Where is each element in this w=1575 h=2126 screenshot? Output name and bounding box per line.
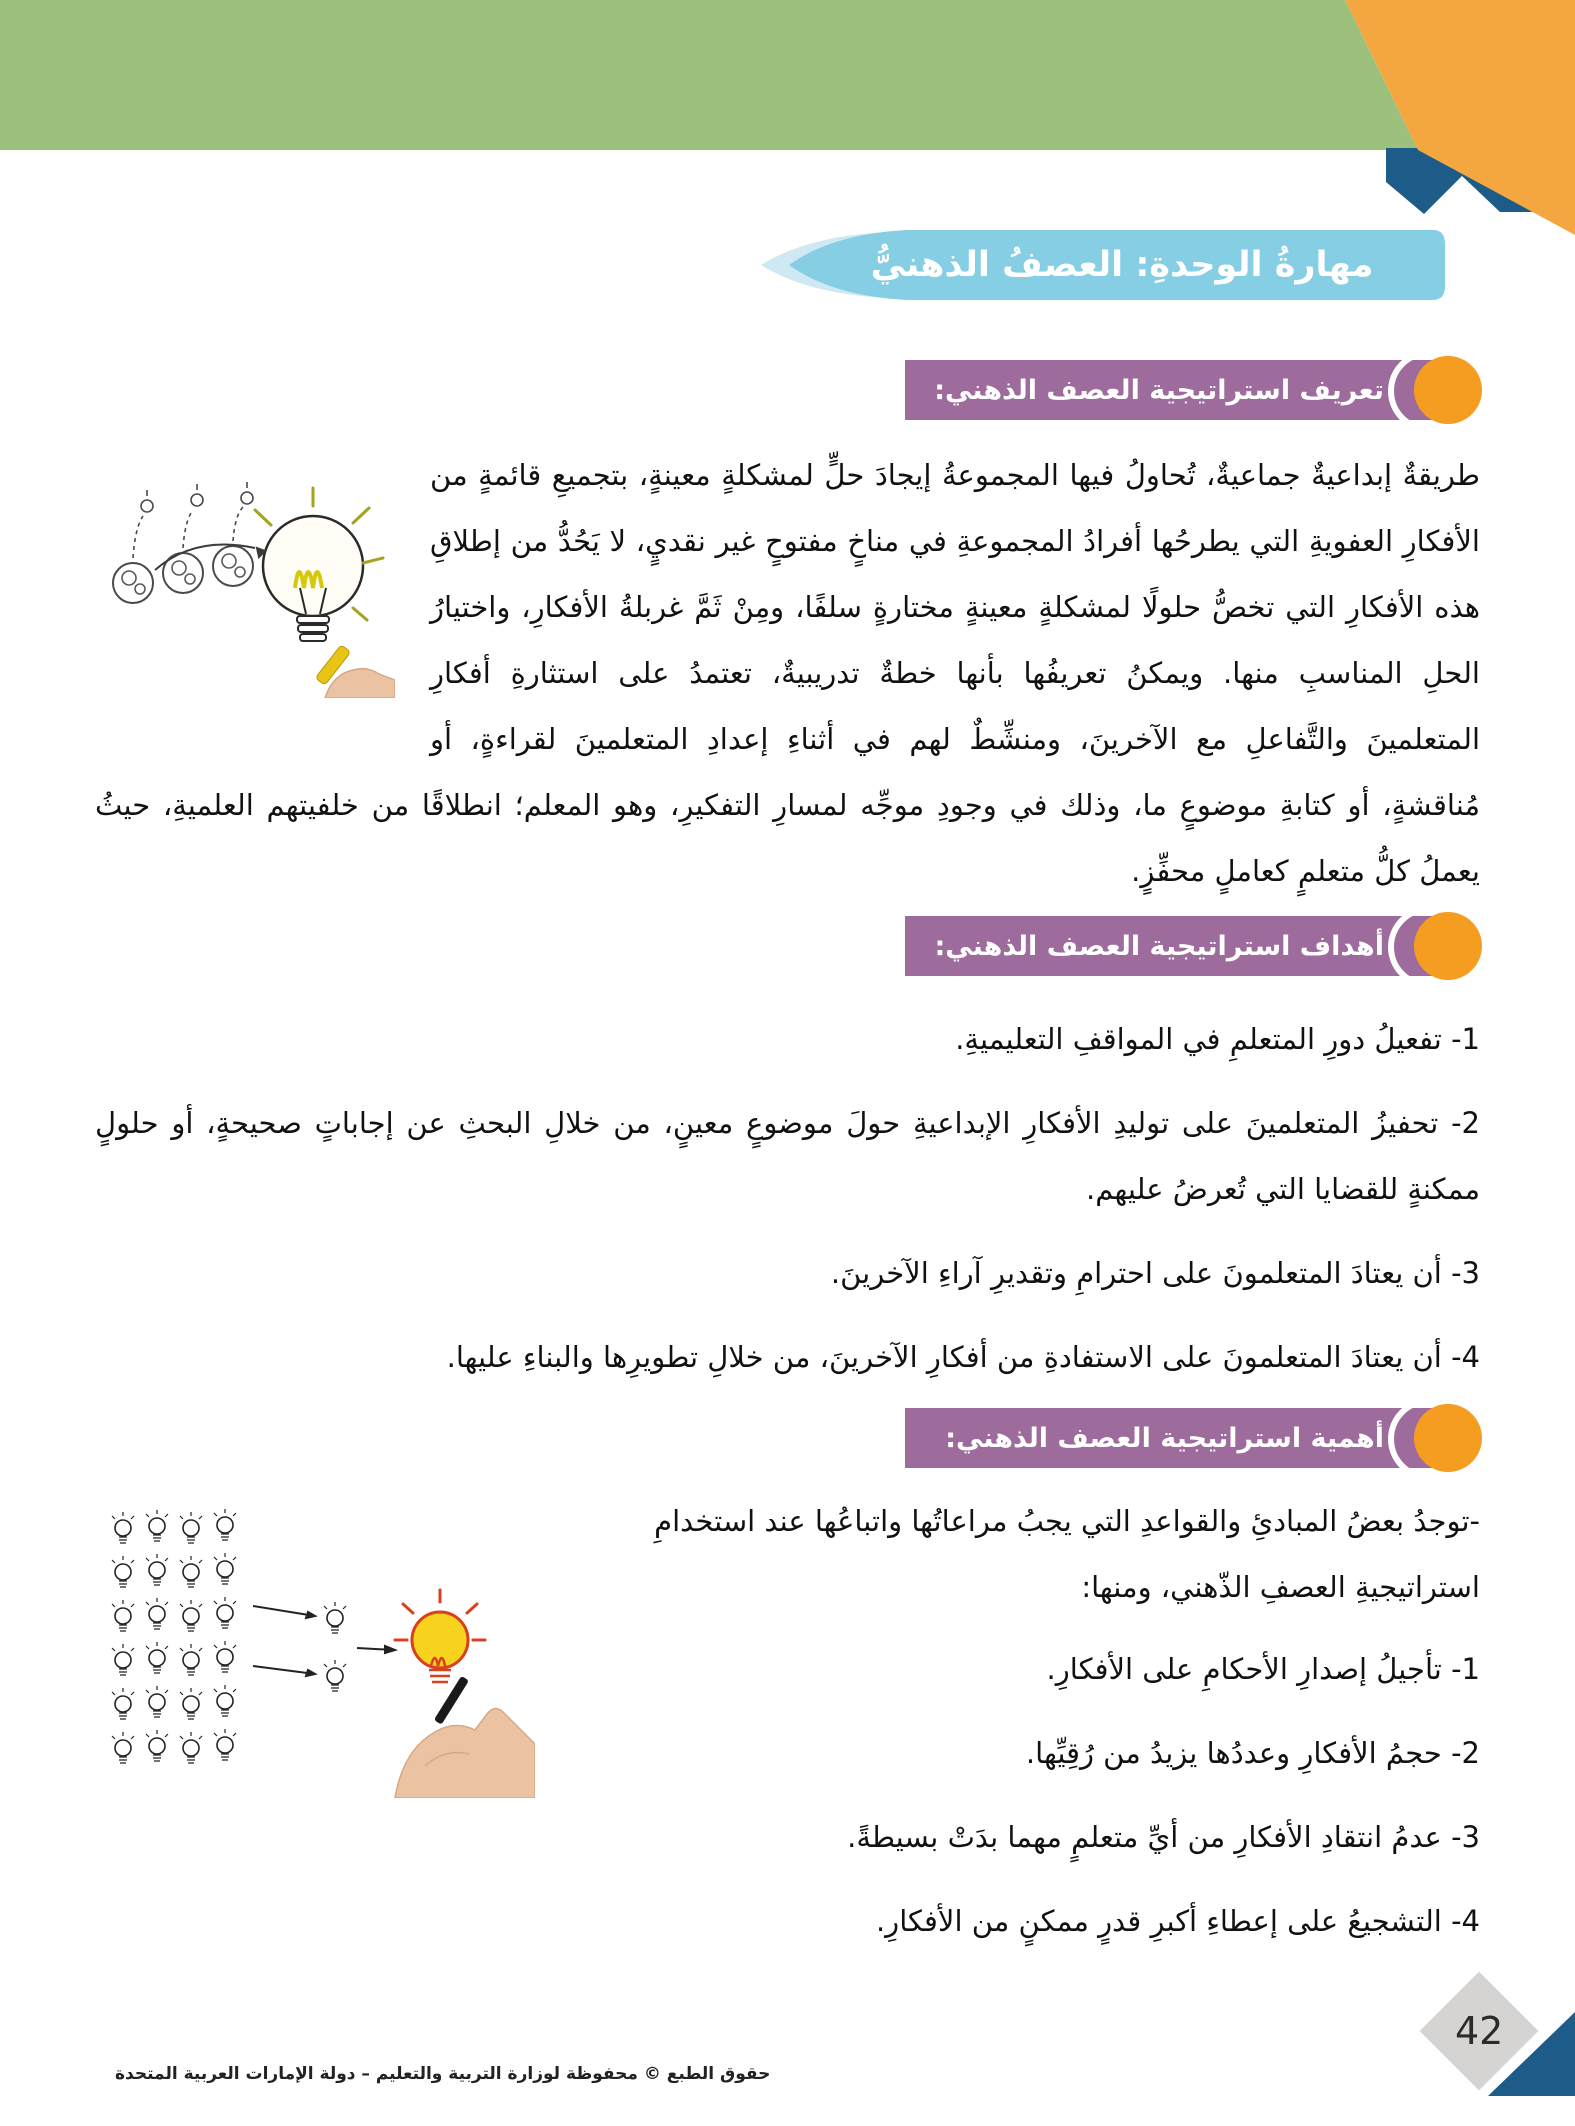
- list-item: 3- أن يعتادَ المتعلمونَ على احترامِ وتقديرِ آراءِ الآخرينَ.: [830, 1256, 1480, 1290]
- page-number: 42: [1454, 2008, 1504, 2053]
- importance-intro: -توجدُ بعضُ المبادئِ والقواعدِ التي يجبُ مراعاتُها واتباعُها عند استخدامِ استراتيجيةِ العصفِ الذّهني، ومنها:: [654, 1504, 1480, 1604]
- bullet-circle-icon: [1414, 1404, 1482, 1472]
- section-header-goals: [905, 916, 1442, 976]
- section-header-importance: [905, 1408, 1442, 1468]
- list-item: 2- تحفيزُ المتعلمينَ على توليدِ الأفكارِ الإبداعيةِ حولَ موضوعٍ معينٍ، من خلالِ البحثِ عن إجاباتٍ صحيحةٍ، أو حلولٍ ممكنةٍ للقضايا التي تُعرضُ عليهم.: [95, 1106, 1480, 1206]
- list-item: 3- عدمُ انتقادِ الأفكارِ من أيِّ متعلمٍ مهما بدَتْ بسيطةً.: [847, 1820, 1480, 1854]
- definition-paragraph: طريقةٌ إبداعيةٌ جماعيةٌ، تُحاولُ فيها المجموعةُ إيجادَ حلٍّ لمشكلةٍ معينةٍ، بتجميعِ قائمةٍ من الأفكارِ العفويةِ التي يطرحُها أفرادُ المجموعةِ في مناخٍ مفتوحٍ غير نقديٍ، لا يَحُدُّ من إطلاقِ هذه الأفكارِ التي تخصُّ حلولًا لمشكلةٍ معينةٍ مختارةٍ سلفًا، ومِنْ ثَمَّ غربلةُ الأفكارِ، واختيارُ الحلِ المناسبِ منها. ويمكنُ تعريفُها بأنها خطةٌ تدريبيةٌ، تعتمدُ على استثارةِ أفكارِ المتعلمينَ والتَّفاعلِ مع الآخرينَ، ومنشِّطٌ لهم في أثناءِ إعدادِ المتعلمينَ لقراءةٍ، أو مُناقشةٍ، أو كتابةِ موضوعٍ ما، وذلك في وجودِ موجِّه لمسارِ التفكيرِ، وهو المعلم؛ انطلاقًا من خلفيتهم العلميةِ، حيثُ يعملُ كلُّ متعلمٍ كعاملٍ محفِّزٍ.: [95, 458, 1480, 888]
- list-item: 4- أن يعتادَ المتعلمونَ على الاستفادةِ من أفكارِ الآخرينَ، من خلالِ تطويرِها والبناءِ عليها.: [446, 1340, 1480, 1374]
- green-band: [0, 0, 1418, 150]
- list-item: 1- تأجيلُ إصدارِ الأحكامِ على الأفكارِ.: [1046, 1652, 1480, 1686]
- list-item: 4- التشجيعُ على إعطاءِ أكبرِ قدرٍ ممكنٍ من الأفكارِ.: [875, 1904, 1480, 1938]
- idea-selection-illustration: [95, 1498, 535, 1798]
- list-item: 2- حجمُ الأفكارِ وعددُها يزيدُ من رُقِيِّها.: [1025, 1736, 1480, 1770]
- goals-list: [95, 1006, 1480, 1390]
- unit-skill-title: مهارةُ الوحدةِ: العصفُ الذهنيُّ: [870, 245, 1374, 285]
- section-title: أهداف استراتيجية العصف الذهني:: [934, 930, 1384, 962]
- brainstorm-heads-illustration: [95, 448, 395, 698]
- section-header-definition: [905, 360, 1442, 420]
- section-title: تعريف استراتيجية العصف الذهني:: [934, 374, 1384, 406]
- definition-block: [95, 442, 1480, 904]
- copyright-notice: حقوق الطبع © محفوظة لوزارة التربية والتعليم – دولة الإمارات العربية المتحدة: [115, 2064, 771, 2084]
- bullet-circle-icon: [1414, 356, 1482, 424]
- list-item: 1- تفعيلُ دورِ المتعلمِ في المواقفِ التعليميةِ.: [955, 1022, 1480, 1056]
- bullet-circle-icon: [1414, 912, 1482, 980]
- section-title: أهمية استراتيجية العصف الذهني:: [945, 1422, 1384, 1454]
- header-decoration: [0, 0, 1575, 260]
- importance-block: [95, 1488, 1480, 1954]
- page-content: [95, 360, 1480, 1972]
- unit-skill-banner: [737, 228, 1447, 302]
